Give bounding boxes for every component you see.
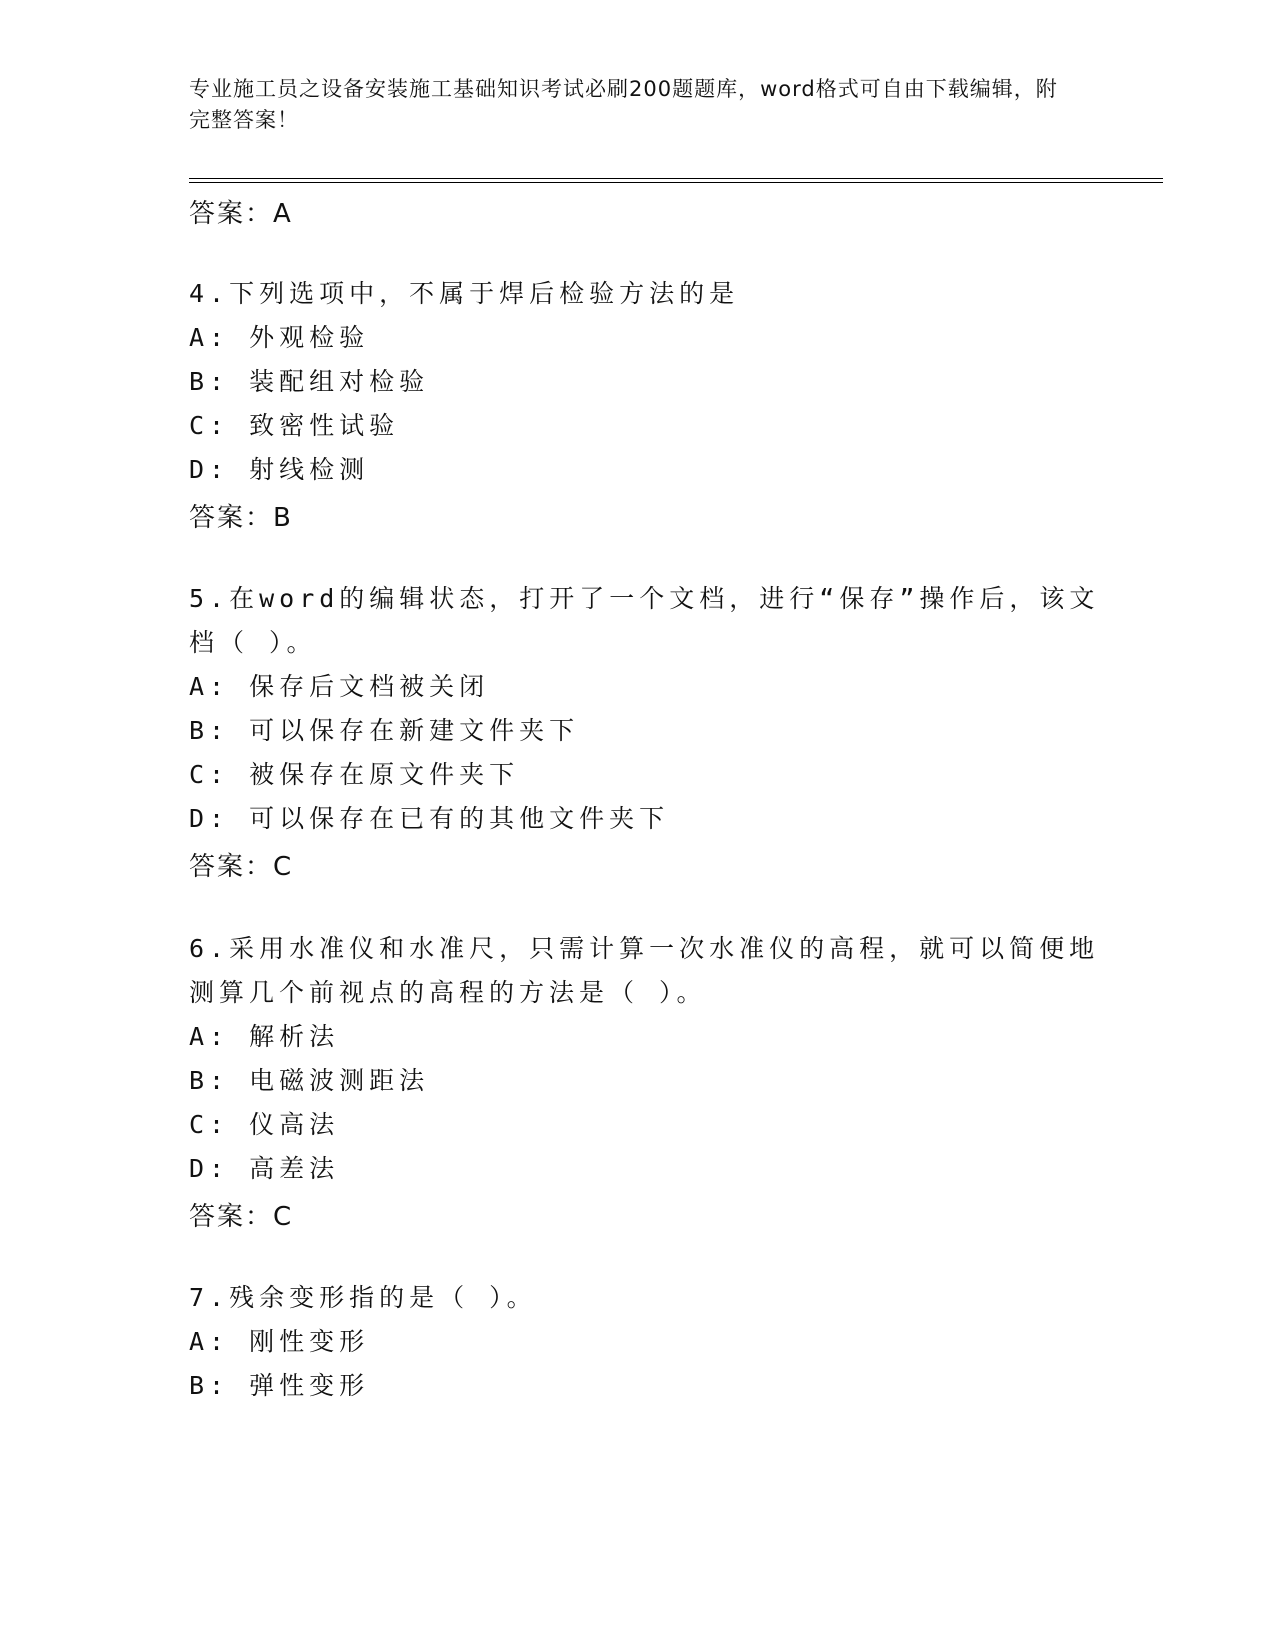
option-a: A: 刚性变形 bbox=[189, 1327, 370, 1356]
option-d: D: 可以保存在已有的其他文件夹下 bbox=[189, 804, 670, 833]
question-stem-continued: 测算几个前视点的高程的方法是（ ）。 bbox=[189, 978, 707, 1007]
option-d: D: 射线检测 bbox=[189, 455, 370, 484]
option-b: B: 弹性变形 bbox=[189, 1371, 370, 1400]
question-stem: 7.残余变形指的是（ ）。 bbox=[189, 1283, 537, 1312]
option-a: A: 解析法 bbox=[189, 1022, 340, 1051]
answer-text: 答案：A bbox=[189, 199, 293, 229]
option-d: D: 高差法 bbox=[189, 1154, 340, 1183]
answer-text: 答案：B bbox=[189, 503, 293, 533]
option-a: A: 外观检验 bbox=[189, 323, 370, 352]
option-b: B: 装配组对检验 bbox=[189, 367, 430, 396]
option-a: A: 保存后文档被关闭 bbox=[189, 672, 490, 701]
option-b: B: 可以保存在新建文件夹下 bbox=[189, 716, 580, 745]
question-stem-continued: 档（ ）。 bbox=[189, 628, 317, 657]
question-stem: 6.采用水准仪和水准尺，只需计算一次水准仪的高程，就可以简便地 bbox=[189, 934, 1100, 963]
document-header: 专业施工员之设备安装施工基础知识考试必刷200题题库，word格式可自由下载编辑，附完整答案！ bbox=[189, 77, 1058, 132]
option-b: B: 电磁波测距法 bbox=[189, 1066, 430, 1095]
option-c: C: 致密性试验 bbox=[189, 411, 400, 440]
header-divider bbox=[189, 178, 1163, 179]
header-divider-second bbox=[189, 182, 1163, 183]
option-c: C: 仪高法 bbox=[189, 1110, 340, 1139]
answer-text: 答案：C bbox=[189, 1202, 294, 1232]
option-c: C: 被保存在原文件夹下 bbox=[189, 760, 520, 789]
question-stem: 4.下列选项中，不属于焊后检验方法的是 bbox=[189, 279, 740, 308]
answer-text: 答案：C bbox=[189, 852, 294, 882]
question-stem: 5.在word的编辑状态，打开了一个文档，进行“保存”操作后，该文 bbox=[189, 584, 1100, 613]
